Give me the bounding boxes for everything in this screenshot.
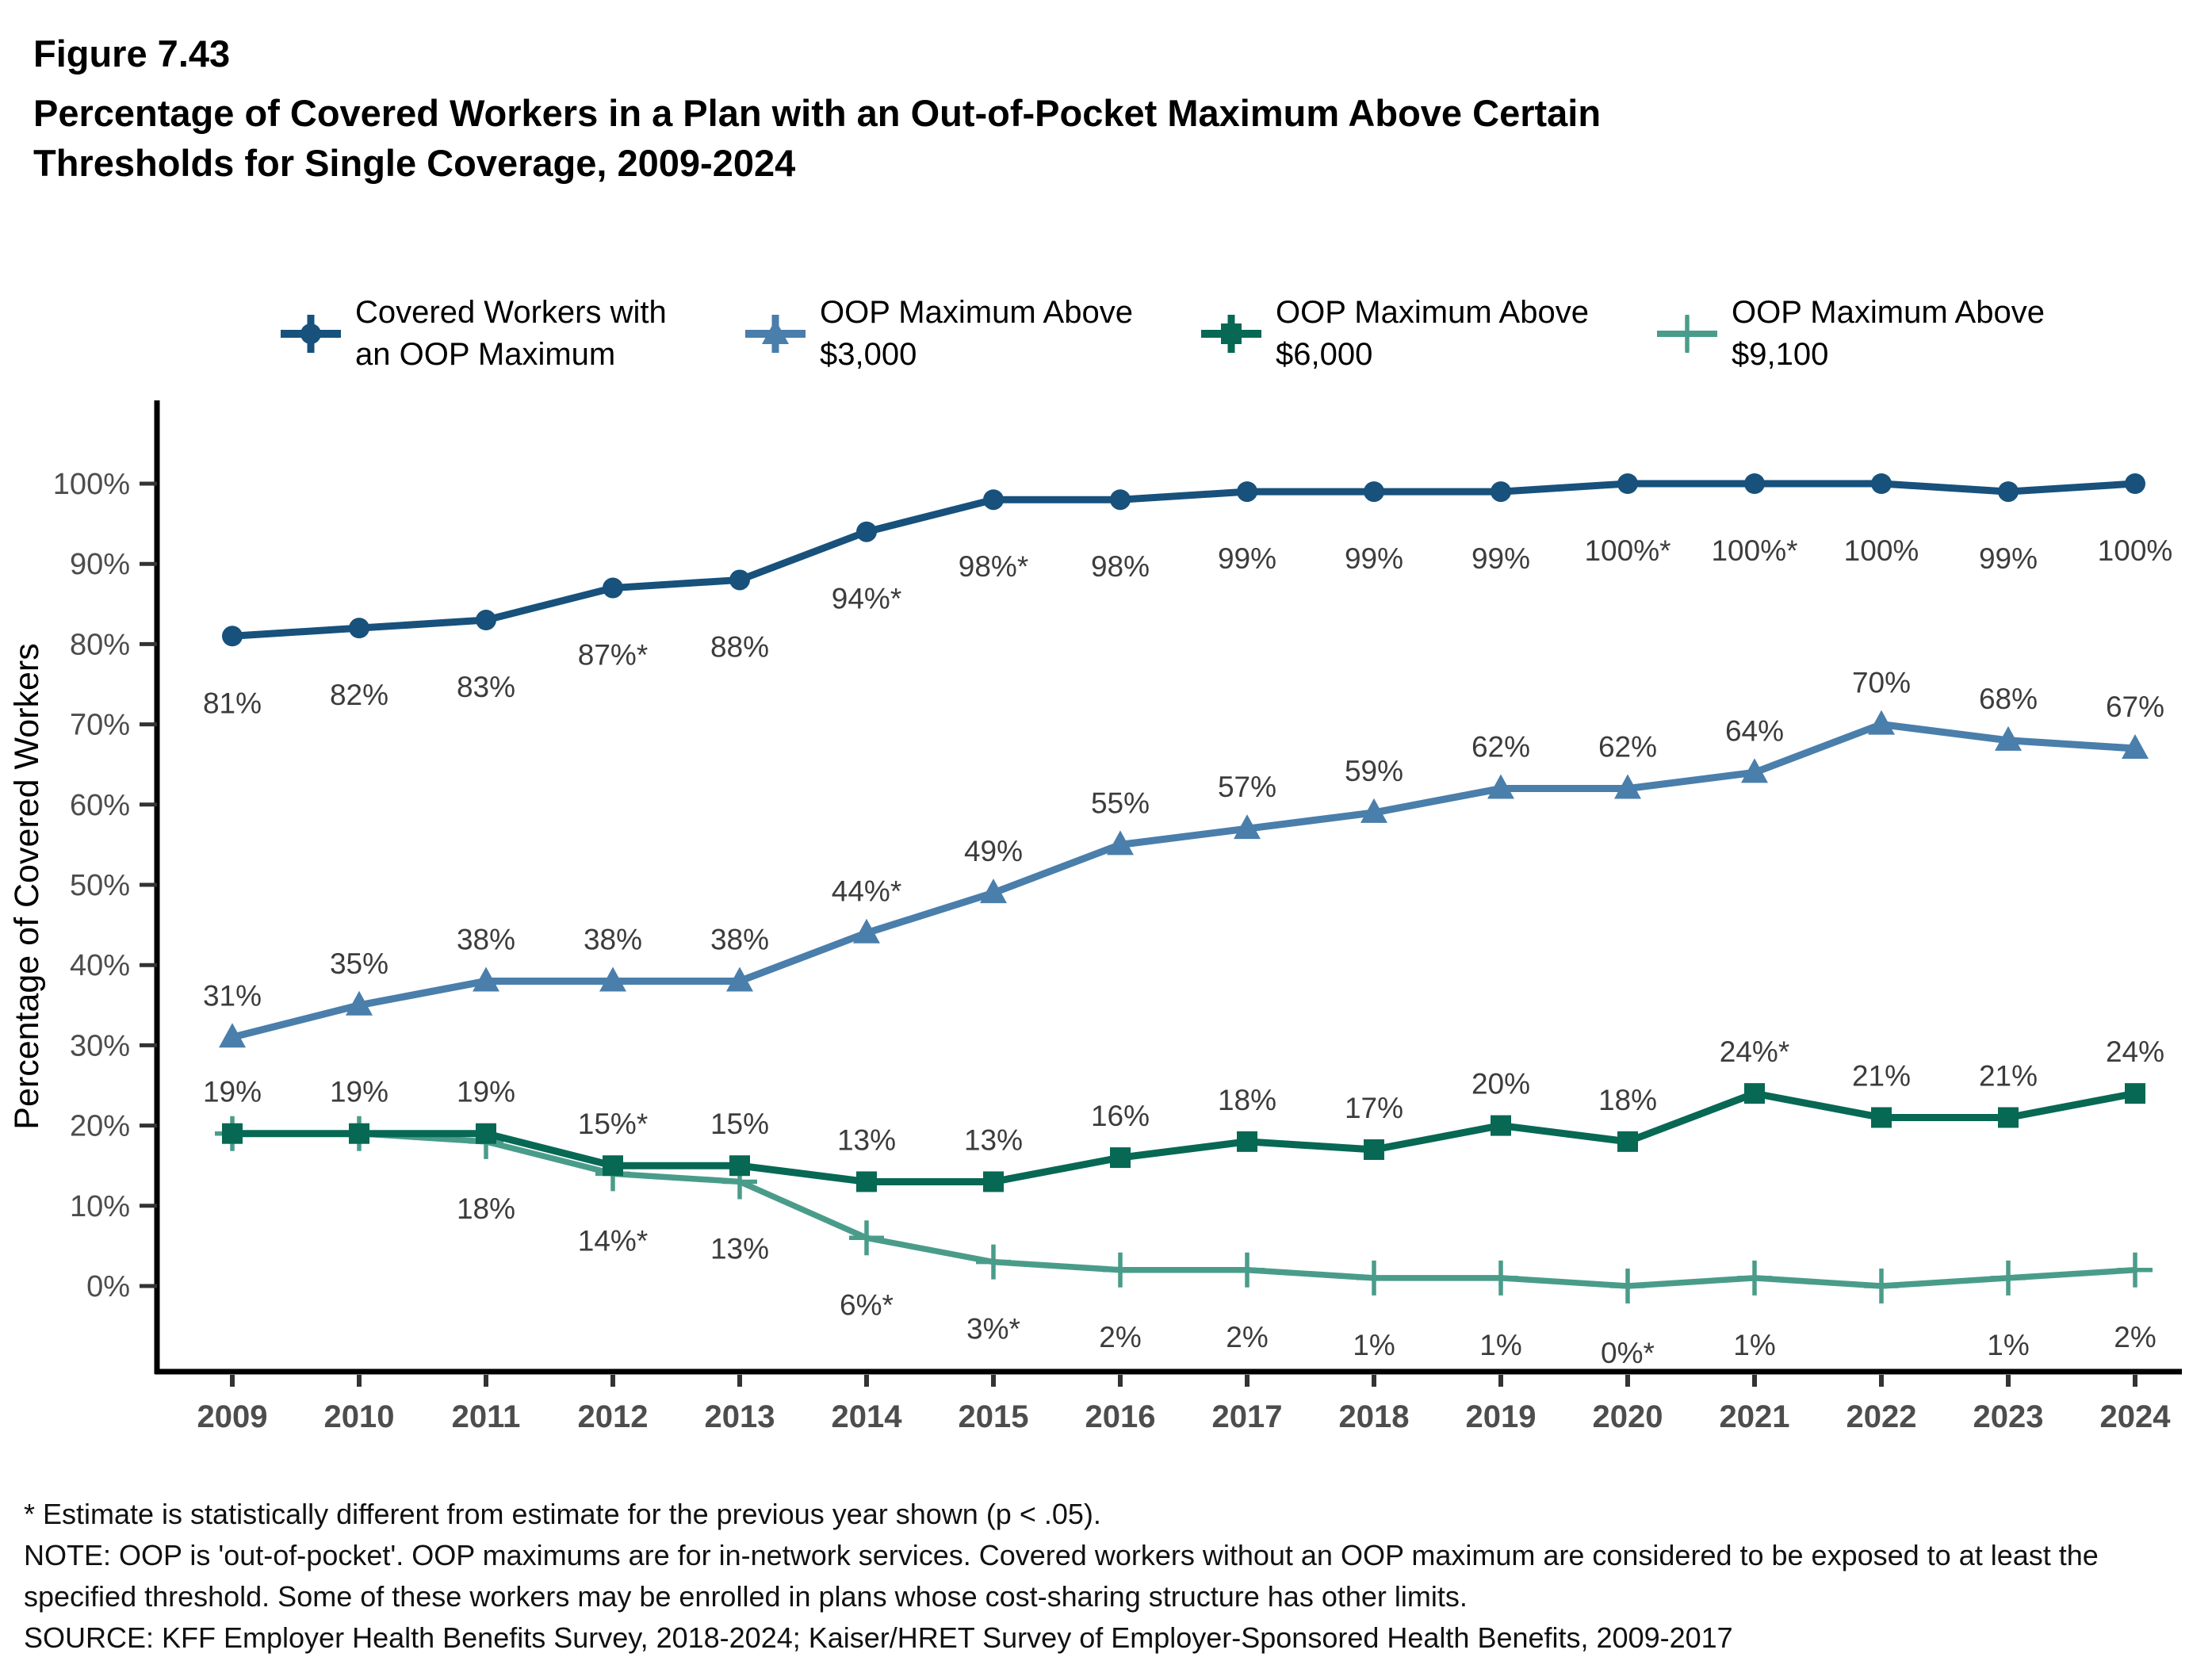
data-point-label: 38% — [456, 923, 516, 956]
data-point-label: 18% — [456, 1192, 516, 1225]
x-tick-label: 2012 — [577, 1399, 649, 1434]
data-point-circle-icon — [1110, 489, 1131, 510]
x-tick-label: 2009 — [197, 1399, 268, 1434]
footnote-source: SOURCE: KFF Employer Health Benefits Survey, 2018-2024; Kaiser/HRET Survey of Employer-Sponsored Health Benefits, 2009-2017 — [24, 1621, 1733, 1654]
footnote-asterisk: * Estimate is statistically different from estimate for the previous year shown (p < .05). — [24, 1498, 1101, 1530]
x-tick-label: 2020 — [1592, 1399, 1663, 1434]
x-tick-label: 2022 — [1846, 1399, 1917, 1434]
data-point-square-icon — [1491, 1116, 1511, 1136]
data-point-circle-icon — [1364, 481, 1384, 502]
data-point-label: 15% — [710, 1108, 770, 1141]
y-tick-label: 80% — [69, 628, 130, 662]
data-point-label: 64% — [1724, 714, 1785, 748]
data-point-label: 1% — [1987, 1328, 2030, 1361]
data-point-label: 1% — [1733, 1328, 1776, 1361]
data-point-circle-icon — [1617, 473, 1638, 494]
data-point-label: 24%* — [1719, 1035, 1790, 1069]
series-labels — [457, 1192, 2157, 1369]
data-point-circle-icon — [349, 618, 369, 638]
footnote-note: NOTE: OOP is 'out-of-pocket'. OOP maximums are for in-network services. Covered workers without an OOP maximum are considered to be exposed to at least the specified threshold. Some of these workers may be enrolled in plans whose cost-sharing structure has other limits. — [24, 1539, 2099, 1613]
data-point-label: 70% — [1851, 666, 1912, 699]
data-point-label: 1% — [1353, 1328, 1395, 1361]
x-tick-label: 2024 — [2099, 1399, 2171, 1434]
data-point-label: 0%* — [1601, 1337, 1655, 1369]
data-point-label: 19% — [202, 1075, 262, 1108]
y-tick-label: 40% — [69, 949, 130, 983]
data-point-label: 44%* — [831, 875, 902, 908]
series-triangle — [219, 710, 2149, 1048]
data-point-label: 31% — [202, 979, 262, 1012]
data-point-circle-icon — [856, 522, 877, 542]
data-point-square-icon — [856, 1171, 877, 1192]
data-point-label: 17% — [1344, 1091, 1404, 1124]
data-point-label: 21% — [1978, 1059, 2038, 1093]
data-point-label: 19% — [456, 1075, 516, 1108]
data-point-label: 94%* — [831, 582, 902, 615]
x-tick-label: 2018 — [1338, 1399, 1410, 1434]
y-tick-label: 30% — [69, 1029, 130, 1063]
data-point-circle-icon — [2125, 473, 2145, 494]
data-point-label: 100% — [2097, 534, 2173, 567]
data-point-label: 14%* — [577, 1224, 649, 1257]
data-point-label: 49% — [963, 835, 1024, 868]
data-point-square-icon — [1871, 1107, 1892, 1127]
data-point-label: 13% — [836, 1123, 897, 1157]
data-point-circle-icon — [1998, 481, 2019, 502]
data-point-label: 21% — [1851, 1059, 1912, 1093]
series-line — [232, 1093, 2135, 1181]
figure-title-line-2: Thresholds for Single Coverage, 2009-2024 — [33, 142, 796, 184]
data-point-label: 81% — [202, 687, 262, 720]
data-point-square-icon — [983, 1171, 1004, 1192]
y-tick-label: 50% — [69, 869, 130, 902]
data-point-label: 62% — [1598, 730, 1658, 764]
x-tick-label: 2016 — [1085, 1399, 1156, 1434]
data-point-label: 59% — [1344, 754, 1404, 787]
y-tick-label: 0% — [86, 1270, 130, 1303]
data-point-label: 100%* — [1584, 534, 1671, 567]
x-tick-label: 2010 — [323, 1399, 395, 1434]
data-point-circle-icon — [476, 610, 496, 630]
data-point-label: 35% — [329, 947, 389, 980]
data-point-label: 100%* — [1711, 534, 1798, 567]
x-tick-label: 2014 — [831, 1399, 902, 1434]
data-point-square-icon — [1617, 1131, 1638, 1152]
y-tick-label: 10% — [69, 1189, 130, 1223]
legend-label: OOP Maximum Above $3,000 — [820, 295, 1133, 372]
data-point-label: 87%* — [577, 638, 649, 672]
x-tick-label: 2011 — [451, 1399, 521, 1434]
data-point-square-icon — [1998, 1107, 2019, 1127]
data-point-label: 62% — [1471, 730, 1531, 764]
data-point-circle-icon — [729, 569, 750, 590]
legend-label: OOP Maximum Above $6,000 — [1276, 295, 1589, 372]
data-point-square-icon — [1364, 1139, 1384, 1160]
data-point-label: 99% — [1217, 542, 1277, 576]
data-point-label: 67% — [2105, 690, 2165, 723]
data-point-circle-icon — [1237, 481, 1257, 502]
data-point-circle-icon — [1744, 473, 1765, 494]
figure-number: Figure 7.43 — [33, 33, 231, 75]
legend-label: OOP Maximum Above $9,100 — [1732, 295, 2045, 372]
data-point-label: 6%* — [840, 1288, 894, 1322]
data-point-label: 82% — [329, 679, 389, 712]
data-point-label: 24% — [2105, 1035, 2165, 1069]
data-point-label: 88% — [710, 630, 770, 664]
data-point-label: 2% — [1226, 1320, 1269, 1353]
data-point-square-icon — [729, 1155, 750, 1176]
data-point-square-icon — [1744, 1083, 1765, 1104]
data-point-label: 15%* — [577, 1108, 649, 1141]
data-point-label: 83% — [456, 671, 516, 704]
data-point-square-icon — [1110, 1147, 1131, 1168]
data-point-label: 13% — [710, 1232, 770, 1265]
data-point-circle-icon — [1491, 481, 1511, 502]
data-point-square-icon — [349, 1123, 369, 1144]
data-point-square-icon — [1237, 1131, 1257, 1152]
x-tick-label: 2023 — [1973, 1399, 2044, 1434]
data-point-label: 16% — [1090, 1100, 1150, 1133]
figure-title-line-1: Percentage of Covered Workers in a Plan with an Out-of-Pocket Maximum Above Certain — [33, 92, 1602, 134]
x-tick-label: 2021 — [1719, 1399, 1790, 1434]
data-point-square-icon — [476, 1123, 496, 1144]
y-tick-label: 70% — [69, 708, 130, 742]
data-point-label: 19% — [329, 1075, 389, 1108]
data-point-label: 2% — [2114, 1320, 2157, 1353]
series-line — [232, 1134, 2135, 1286]
x-tick-label: 2015 — [958, 1399, 1029, 1434]
data-point-square-icon — [222, 1123, 243, 1144]
footnotes — [24, 1494, 2200, 1659]
data-point-label: 68% — [1978, 682, 2038, 715]
data-point-label: 57% — [1217, 771, 1277, 804]
data-point-label: 99% — [1471, 542, 1531, 576]
series-line — [232, 725, 2135, 1038]
y-tick-label: 90% — [69, 548, 130, 582]
x-tick-label: 2013 — [704, 1399, 775, 1434]
data-point-label: 99% — [1344, 542, 1404, 576]
y-tick-label: 20% — [69, 1109, 130, 1143]
data-point-label: 20% — [1471, 1067, 1531, 1100]
data-point-label: 2% — [1099, 1320, 1142, 1353]
data-point-label: 38% — [710, 923, 770, 956]
data-point-label: 13% — [963, 1123, 1024, 1157]
data-point-circle-icon — [1871, 473, 1892, 494]
data-point-label: 100% — [1843, 534, 1919, 567]
data-point-label: 18% — [1217, 1083, 1277, 1116]
data-point-label: 18% — [1598, 1083, 1658, 1116]
data-point-square-icon — [603, 1155, 623, 1176]
data-point-label: 98% — [1090, 550, 1150, 584]
x-tick-label: 2017 — [1211, 1399, 1283, 1434]
data-point-label: 98%* — [958, 550, 1029, 584]
data-point-circle-icon — [983, 489, 1004, 510]
y-tick-label: 60% — [69, 788, 130, 822]
data-point-label: 3%* — [966, 1312, 1020, 1345]
data-point-label: 55% — [1090, 787, 1150, 820]
data-point-circle-icon — [222, 626, 243, 646]
y-axis-title: Percentage of Covered Workers — [8, 643, 46, 1130]
data-point-label: 1% — [1479, 1328, 1522, 1361]
legend-label: Covered Workers with an OOP Maximum — [355, 295, 667, 372]
data-point-label: 38% — [583, 923, 643, 956]
data-point-square-icon — [2125, 1083, 2145, 1104]
x-tick-label: 2019 — [1465, 1399, 1537, 1434]
y-tick-label: 100% — [52, 468, 130, 501]
data-point-circle-icon — [603, 578, 623, 599]
data-point-label: 99% — [1978, 542, 2038, 576]
